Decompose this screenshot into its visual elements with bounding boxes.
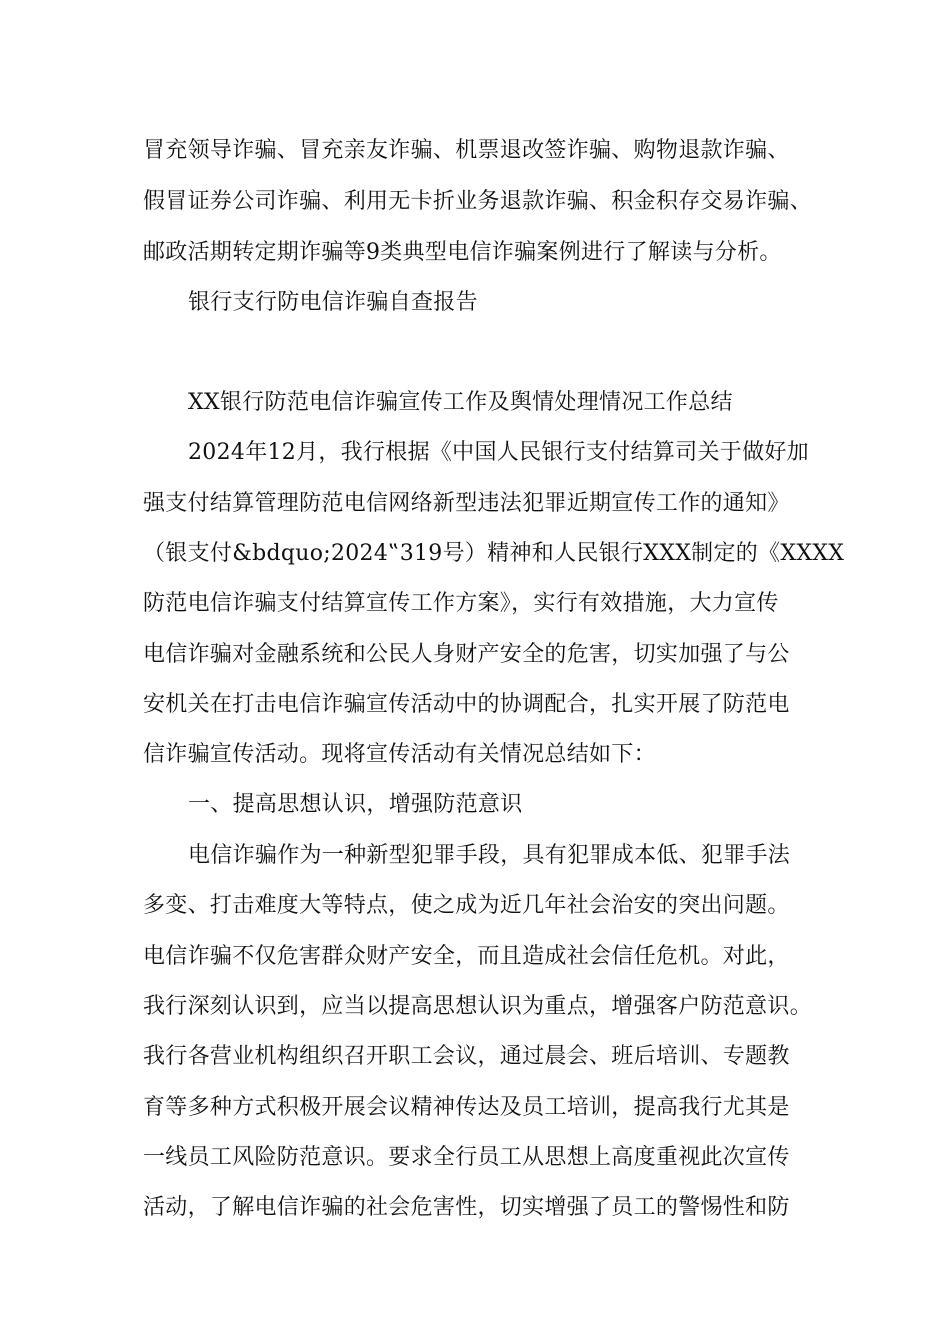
body-text-line: （银支付&bdquo;2024‟319号）精神和人民银行XXX制定的《XXXX xyxy=(143,541,845,566)
body-text-line: 电信诈骗对金融系统和公民人身财产安全的危害，切实加强了与公 xyxy=(143,642,790,667)
report-title: 银行支行防电信诈骗自查报告 xyxy=(188,290,478,315)
body-text-line: 强支付结算管理防范电信网络新型违法犯罪近期宣传工作的通知》 xyxy=(143,491,790,516)
body-text-line: 我行各营业机构组织召开职工会议，通过晨会、班后培训、专题教 xyxy=(143,1044,790,1069)
section-heading: 一、提高思想认识，增强防范意识 xyxy=(188,792,523,817)
body-text-line: 电信诈骗不仅危害群众财产安全，而且造成社会信任危机。对此， xyxy=(143,944,790,969)
body-text-line: 防范电信诈骗支付结算宣传工作方案》，实行有效措施，大力宣传 xyxy=(143,591,779,616)
body-text-line: 2024年12月，我行根据《中国人民银行支付结算司关于做好加 xyxy=(188,440,809,465)
body-text-line: 一线员工风险防范意识。要求全行员工从思想上高度重视此次宣传 xyxy=(143,1145,790,1170)
body-text-line: 育等多种方式积极开展会议精神传达及员工培训，提高我行尤其是 xyxy=(143,1095,790,1120)
body-text-line: 活动，了解电信诈骗的社会危害性，切实增强了员工的警惕性和防 xyxy=(143,1195,790,1220)
body-text-line: 邮政活期转定期诈骗等9类典型电信诈骗案例进行了解读与分析。 xyxy=(143,240,782,265)
body-text-line: 冒充领导诈骗、冒充亲友诈骗、机票退改签诈骗、购物退款诈骗、 xyxy=(143,138,790,163)
body-text-line: 多变、打击难度大等特点，使之成为近几年社会治安的突出问题。 xyxy=(143,893,790,918)
body-text-line: 信诈骗宣传活动。现将宣传活动有关情况总结如下： xyxy=(143,742,656,767)
body-text-line: 电信诈骗作为一种新型犯罪手段，具有犯罪成本低、犯罪手法 xyxy=(188,843,791,868)
body-text-line: 安机关在打击电信诈骗宣传活动中的协调配合，扎实开展了防范电 xyxy=(143,692,790,717)
body-text-line: 我行深刻认识到，应当以提高思想认识为重点，增强客户防范意识。 xyxy=(143,994,813,1019)
summary-title: XX银行防范电信诈骗宣传工作及舆情处理情况工作总结 xyxy=(188,390,733,415)
body-text-line: 假冒证券公司诈骗、利用无卡折业务退款诈骗、积金积存交易诈骗、 xyxy=(143,189,813,214)
